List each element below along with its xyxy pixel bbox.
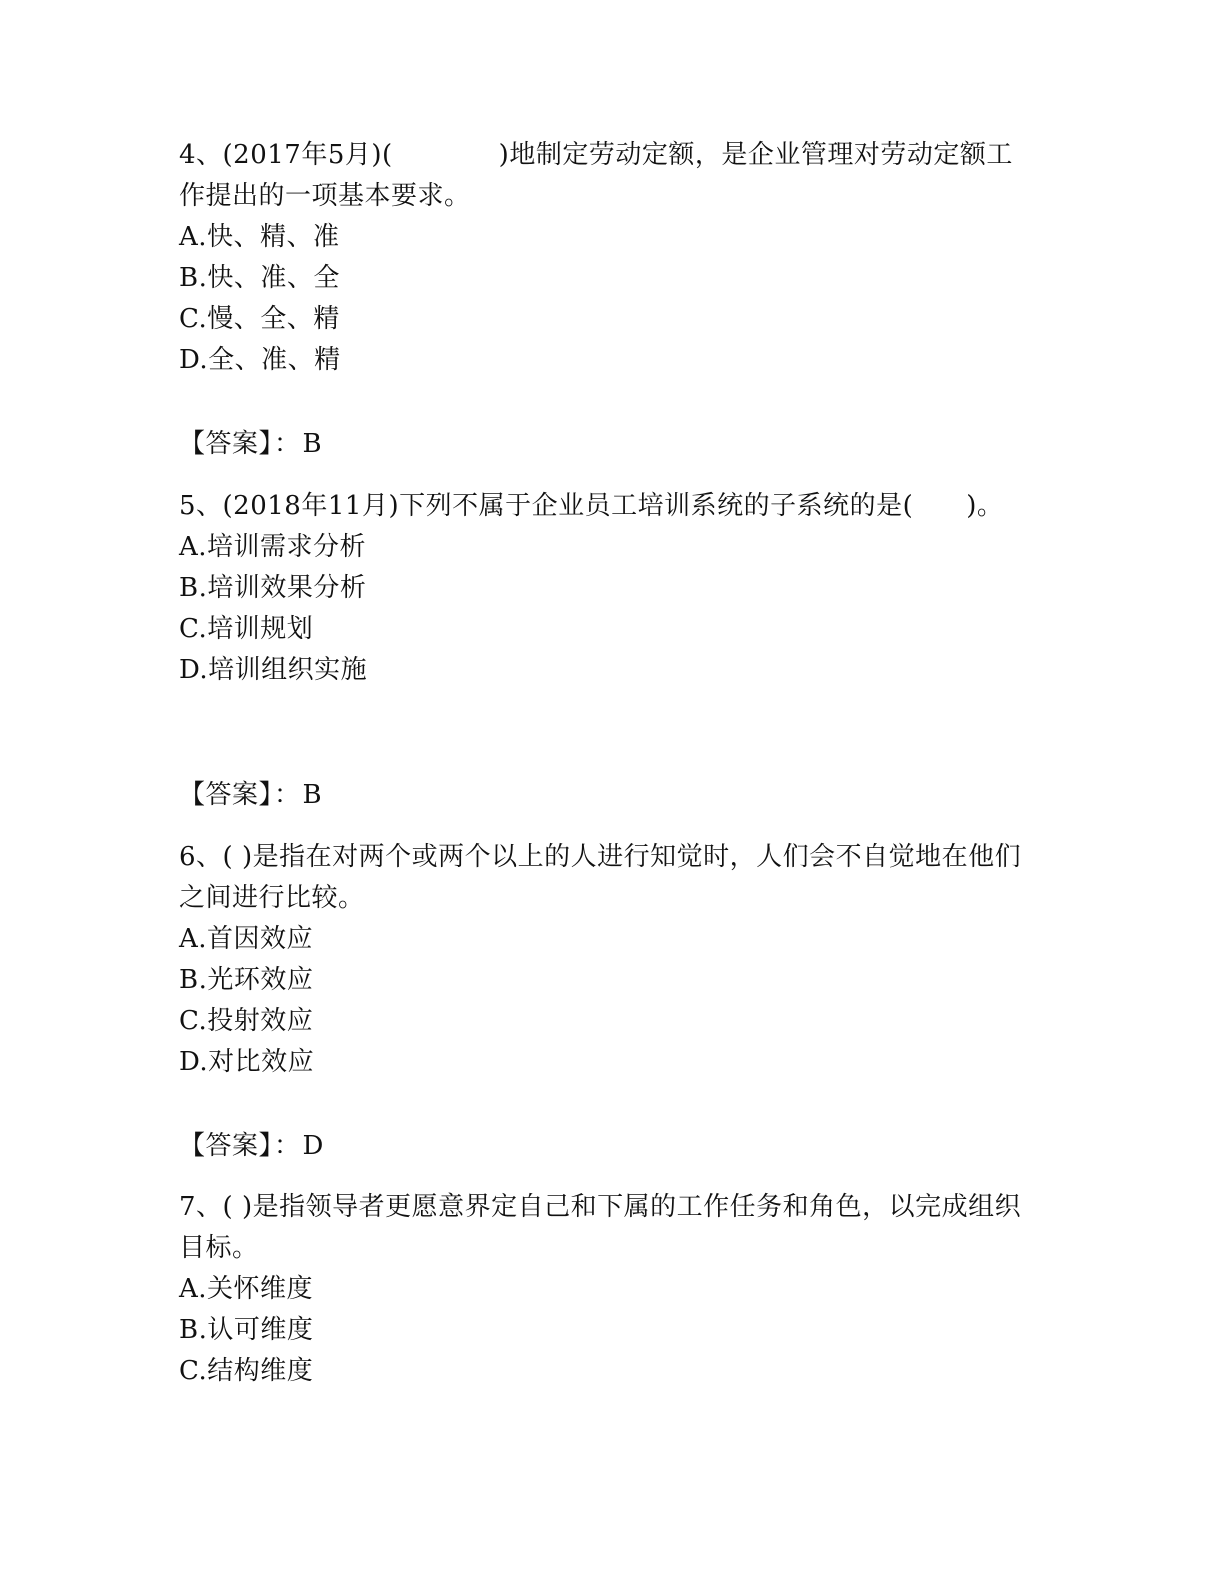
option-b: B.培训效果分析 [179, 573, 367, 603]
option-c: C.结构维度 [179, 1356, 314, 1386]
answer-line [179, 775, 322, 816]
answer-value: B [302, 429, 323, 459]
answer-line [179, 424, 322, 465]
option-a: A.首因效应 [179, 924, 314, 954]
answer-separator: ： [274, 429, 301, 459]
answer-label: 【答案】 [179, 780, 273, 810]
answer-separator: ： [274, 780, 301, 810]
option-d: D.全、准、精 [179, 345, 341, 375]
answer-label: 【答案】 [179, 429, 273, 459]
question-6 [179, 837, 1039, 1083]
question-stem: 6、( )是指在对两个或两个以上的人进行知觉时，人们会不自觉地在他们之间进行比较。 [179, 842, 1022, 913]
answer-separator: ： [274, 1131, 301, 1161]
answer-label: 【答案】 [179, 1131, 273, 1161]
option-b: B.快、准、全 [179, 263, 340, 293]
answer-value: D [302, 1131, 324, 1161]
question-7 [179, 1187, 1039, 1392]
option-a: A.培训需求分析 [179, 532, 367, 562]
option-c: C.投射效应 [179, 1006, 314, 1036]
option-c: C.慢、全、精 [179, 304, 340, 334]
option-d: D.培训组织实施 [179, 655, 368, 685]
option-d: D.对比效应 [179, 1047, 315, 1077]
answer-value: B [302, 780, 323, 810]
question-stem: 7、( )是指领导者更愿意界定自己和下属的工作任务和角色，以完成组织目标。 [179, 1192, 1022, 1263]
option-b: B.光环效应 [179, 965, 314, 995]
option-b: B.认可维度 [179, 1315, 314, 1345]
option-a: A.快、精、准 [179, 222, 340, 252]
question-stem: 5、(2018年11月)下列不属于企业员工培训系统的子系统的是( )。 [179, 491, 1004, 521]
answer-line [179, 1126, 324, 1167]
option-a: A.关怀维度 [179, 1274, 314, 1304]
question-stem: 4、(2017年5月)( )地制定劳动定额，是企业管理对劳动定额工作提出的一项基本要求。 [179, 140, 1013, 211]
question-5 [179, 486, 1039, 691]
option-c: C.培训规划 [179, 614, 314, 644]
question-4 [179, 135, 1039, 381]
